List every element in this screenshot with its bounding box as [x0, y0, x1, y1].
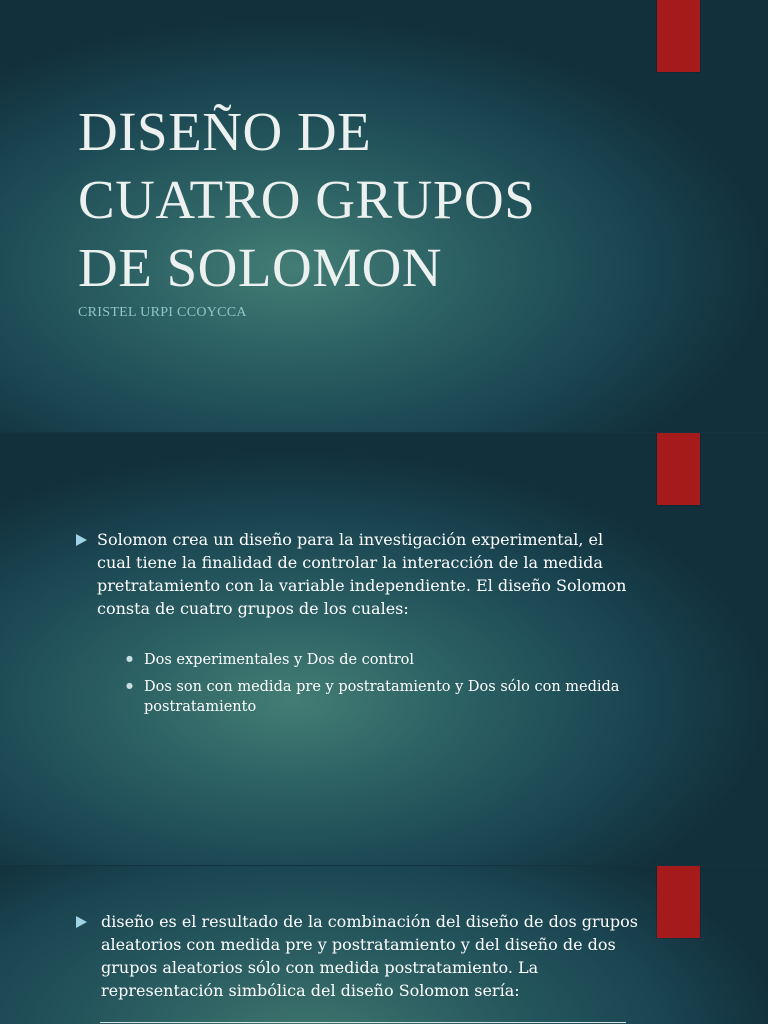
triangle-bullet-icon: [76, 916, 87, 928]
sub-bullet-item: [123, 650, 636, 670]
sub-bullet-text: Dos son con medida pre y postratamiento y Dos sólo con medida postratamiento: [144, 679, 620, 715]
sub-bullet-text: Dos experimentales y Dos de control: [144, 652, 414, 668]
title-slide: [0, 0, 768, 432]
content-slide: [0, 866, 768, 1024]
accent-bar: [657, 0, 700, 72]
title-line: DE SOLOMON: [78, 237, 443, 298]
dot-bullet-icon: ●: [126, 681, 133, 690]
bullet-item: [76, 910, 646, 1002]
sub-bullet-item: [123, 677, 636, 717]
slide-subtitle-author: CRISTEL URPI CCOYCCA: [78, 305, 247, 320]
bullet-list: [76, 910, 639, 1002]
triangle-bullet-icon: [76, 534, 87, 546]
title-line: CUATRO GRUPOS: [78, 169, 536, 230]
content-slide: [0, 433, 768, 865]
bullet-text: Solomon crea un diseño para la investigación experimental, el cual tiene la finalidad de controlar la interacción de la medida pretratamiento con la variable independiente. El diseño Solomon consta de cuatro grupos de los cuales:: [97, 530, 627, 618]
accent-bar: [657, 866, 700, 938]
slide-title: [78, 98, 638, 302]
bullet-text: diseño es el resultado de la combinación del diseño de dos grupos aleatorios con medida pre y postratamiento y del diseño de dos grupos aleatorios sólo con medida postratamiento. La representación simbólica del diseño Solomon sería:: [101, 912, 639, 1000]
bullet-item: [76, 528, 636, 717]
bullet-list: [76, 528, 636, 724]
table-top-rule: [100, 1022, 626, 1023]
accent-bar: [657, 433, 700, 505]
sub-bullet-list: [123, 650, 636, 717]
title-line: DISEÑO DE: [78, 101, 372, 162]
dot-bullet-icon: ●: [126, 654, 133, 663]
